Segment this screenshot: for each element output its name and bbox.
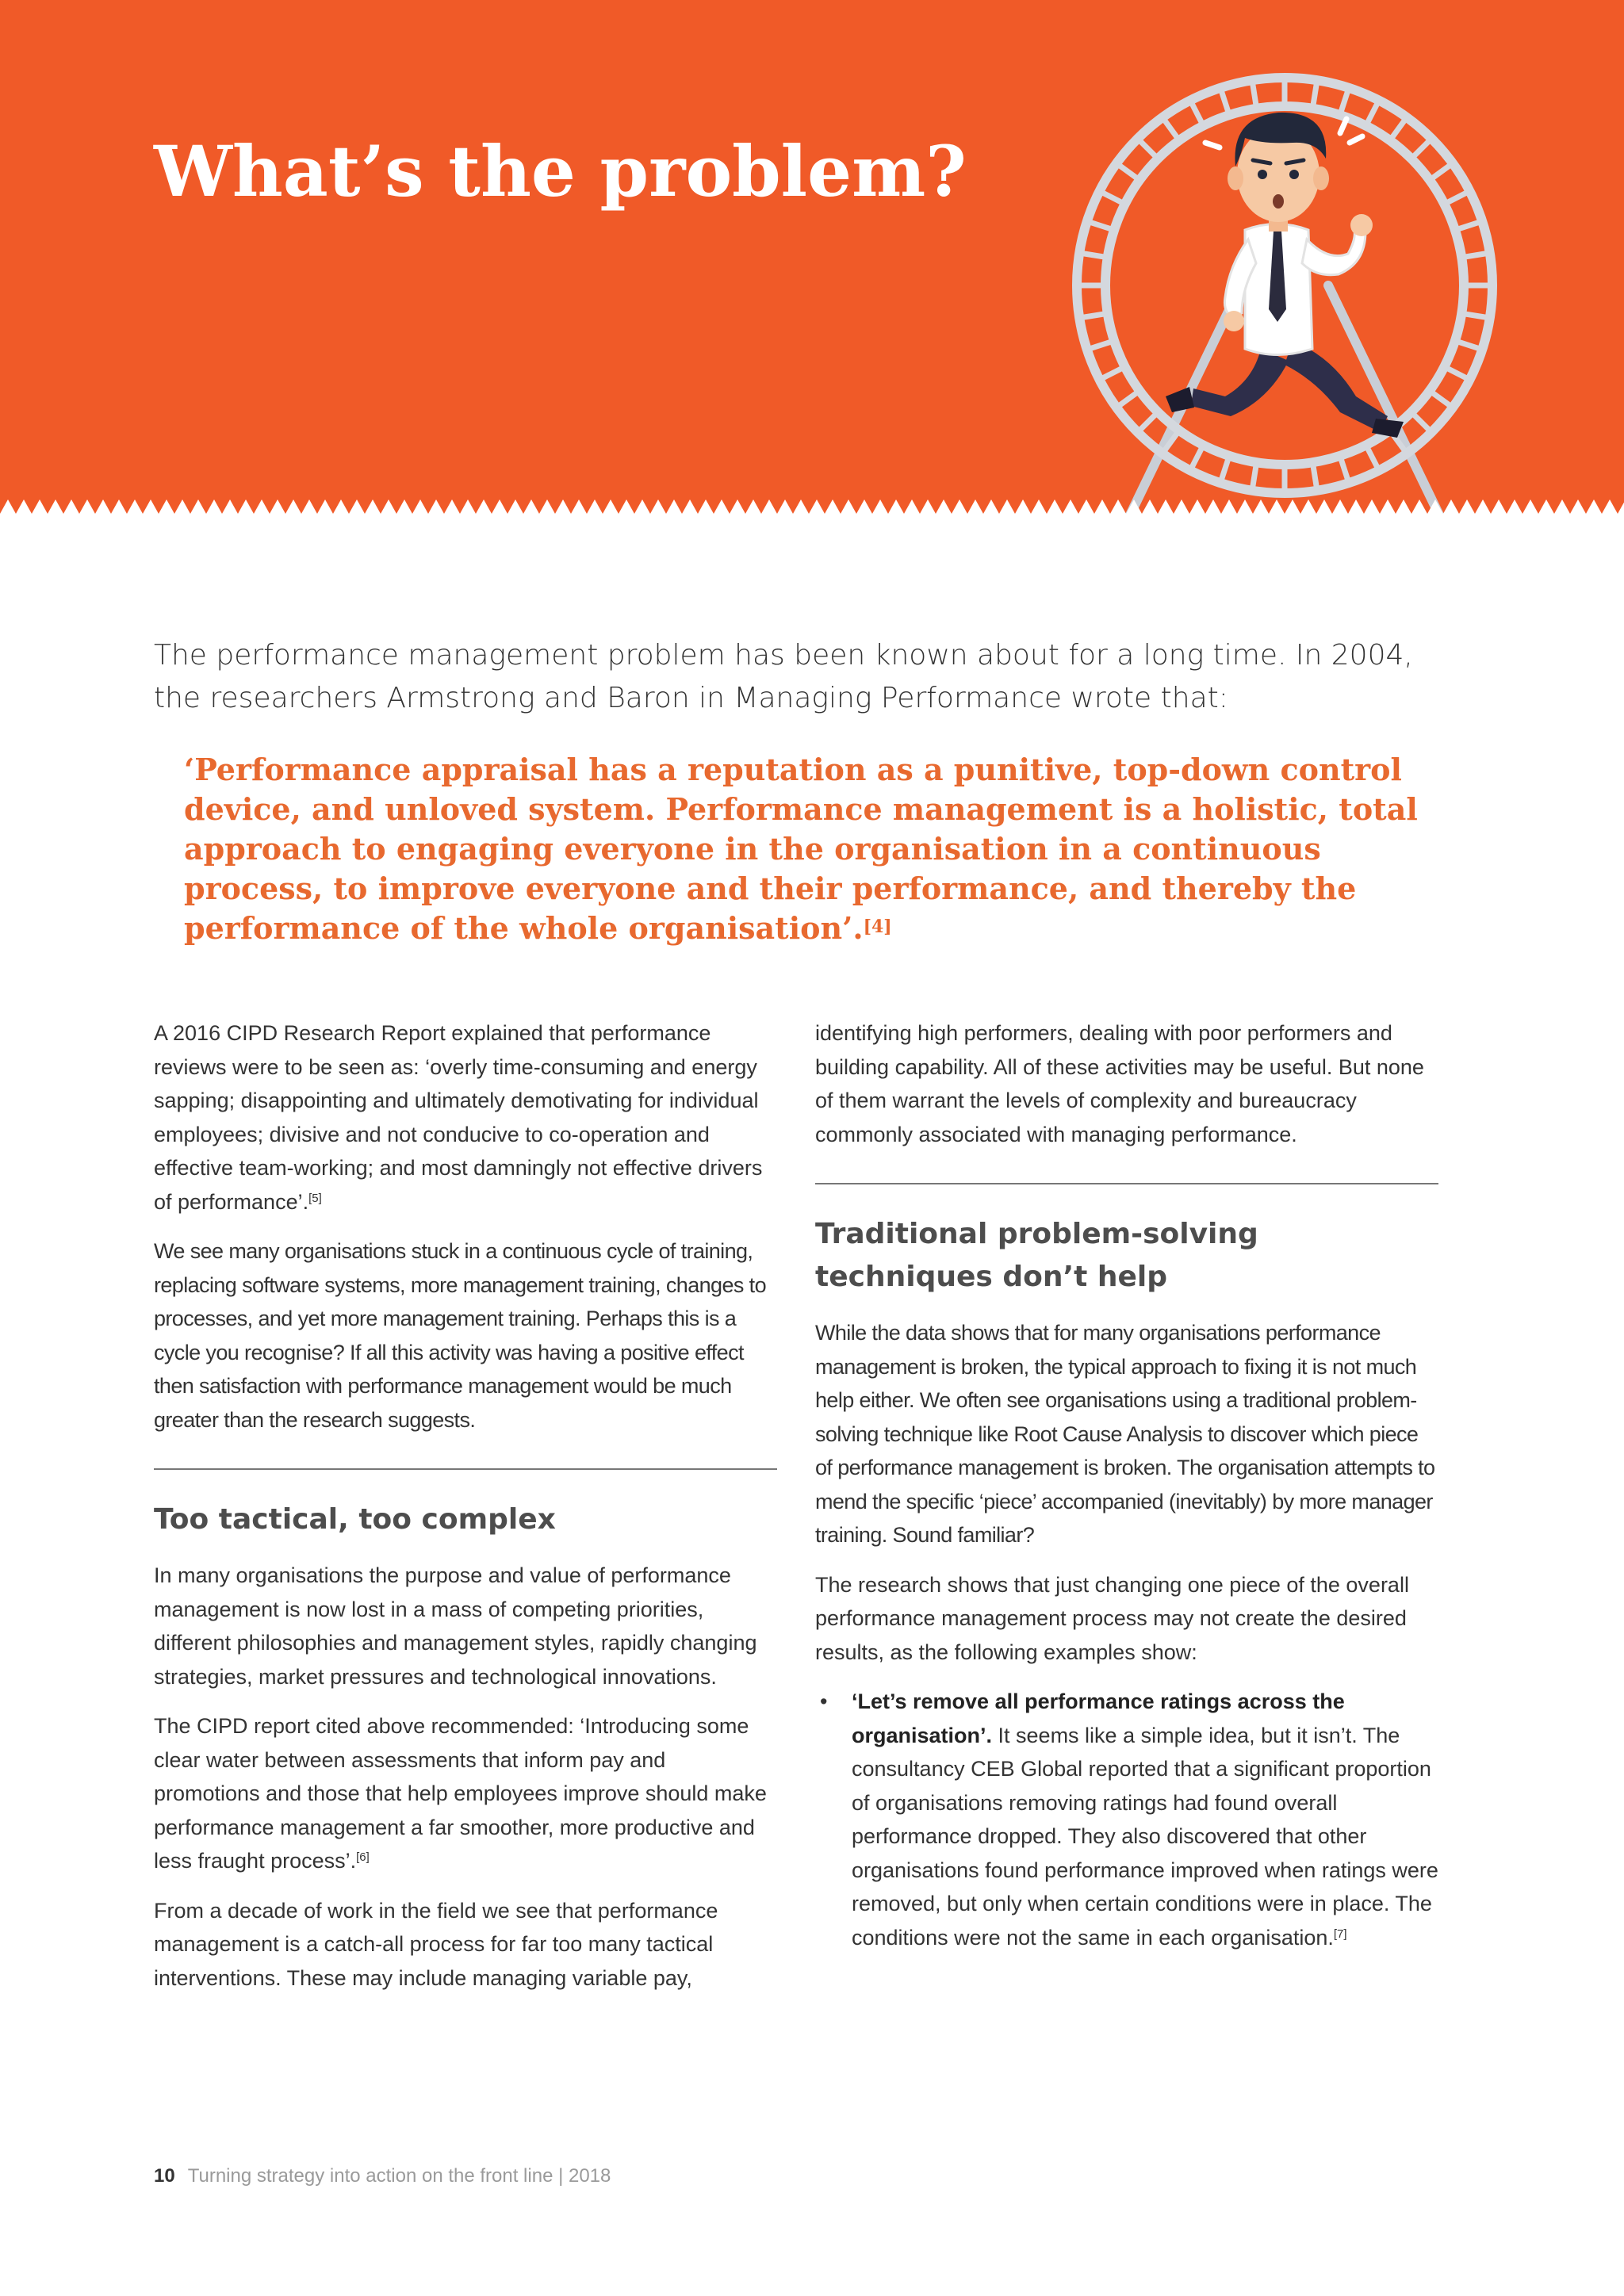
wheel-rung xyxy=(1366,445,1379,470)
wheel-rung xyxy=(1390,117,1407,140)
wheel-rung xyxy=(1430,163,1453,180)
bullet-icon: • xyxy=(820,1689,828,1713)
paragraph: The research shows that just changing one piece of the overall performance management process may not create the desired results, as the following examples show: xyxy=(815,1572,1409,1664)
reference: [6] xyxy=(356,1850,370,1864)
reference: [7] xyxy=(1333,1927,1347,1941)
businessman-icon xyxy=(1166,113,1404,438)
wheel-rung xyxy=(1444,191,1469,204)
wheel-rung xyxy=(1190,445,1203,470)
wheel-rung xyxy=(1220,456,1229,483)
section-divider xyxy=(815,1183,1438,1184)
wheel-rung xyxy=(1340,88,1349,115)
wheel-rung xyxy=(1100,367,1125,380)
paragraph: We see many organisations stuck in a continuous cycle of training, replacing software systems, more management training, changes to processes, and yet more management training. Perhaps this is a cycle you recognise? If all this activity was having a positive effect then satisfaction with performance management would be much greater than the research suggests. xyxy=(154,1239,766,1432)
page-title: What’s the problem? xyxy=(154,130,967,212)
wheel-rung xyxy=(1455,341,1482,350)
wheel-rung xyxy=(1087,221,1114,230)
wheel-rung xyxy=(1162,117,1179,140)
wheel-rung xyxy=(1340,456,1349,483)
wheel-rung xyxy=(1138,139,1158,159)
paragraph: A 2016 CIPD Research Report explained that performance reviews were to be seen as: ‘overly time-consuming and energy sapping; disappointing and ultimately demotivating for individual employees; divisive and not conducive to co-operation and effective team-working; and most damningly not effective drivers of performance’.[5] xyxy=(154,1021,763,1214)
paragraph: The CIPD report cited above recommended: ‘Introducing some clear water between assessments that inform pay and promotions and those that help employees improve should make performance management a far smoother, more productive and less fraught process’.[6] xyxy=(154,1714,767,1873)
wheel-rung xyxy=(1411,412,1431,432)
paragraph: identifying high performers, dealing with poor performers and building capability. All of these activities may be useful. But none of them warrant the levels of complexity and bureaucracy commonly associated with managing performance. xyxy=(815,1021,1424,1146)
bullet-list xyxy=(815,1685,1438,1954)
header-banner xyxy=(0,0,1624,523)
section-heading-problem-solving: Traditional problem-solving techniques don’t help xyxy=(815,1218,1258,1293)
wheel-rung xyxy=(1116,391,1139,408)
wheel-rung xyxy=(1116,163,1139,180)
hamster-wheel-illustration xyxy=(1055,55,1515,523)
reference: [5] xyxy=(308,1191,322,1205)
wheel-rung xyxy=(1087,341,1114,350)
section-heading-too-tactical: Too tactical, too complex xyxy=(154,1503,556,1536)
section-divider xyxy=(154,1468,777,1470)
wheel-rung xyxy=(1190,101,1203,126)
wheel-rung xyxy=(1455,221,1482,230)
paragraph: In many organisations the purpose and value of performance management is now lost in a mass of competing priorities, different philosophies and management styles, rapidly changing strategies, market pressures and technological innovations. xyxy=(154,1563,757,1689)
wheel-rung xyxy=(1430,391,1453,408)
footer-text: Turning strategy into action on the front line | 2018 xyxy=(187,2165,611,2187)
intro-paragraph: The performance management problem has been known about for a long time. In 2004, the researchers Armstrong and Baron in Managing Performance wrote that: xyxy=(154,639,1413,714)
pull-quote xyxy=(184,750,1469,948)
wheel-rung xyxy=(1444,367,1469,380)
page-number: 10 xyxy=(154,2165,175,2187)
pull-quote-text: ‘Performance appraisal has a reputation as a punitive, top-down control device, and unloved system. Performance management is a holistic, total approach to engaging everyone in the organisation in a continuous process, to improve everyone and their performance, and thereby the performance of the whole organisation’. xyxy=(184,752,1418,946)
left-column xyxy=(154,1016,777,2011)
wheel-rung xyxy=(1100,191,1125,204)
wheel-rung xyxy=(1138,412,1158,432)
paragraph: From a decade of work in the field we see that performance management is a catch-all process for far too many tactical interventions. These may include managing variable pay, xyxy=(154,1898,718,1990)
paragraph: While the data shows that for many organisations performance management is broken, the typical approach to fixing it is not much help either. We often see organisations using a traditional problem-solving technique like Root Cause Analysis to discover which piece of performance management is broken. The organisation attempts to mend the specific ‘piece’ accompanied (inevitably) by more manager training. Sound familiar? xyxy=(815,1321,1435,1547)
pull-quote-reference: [4] xyxy=(863,916,892,937)
wheel-rung xyxy=(1220,88,1229,115)
zigzag-edge xyxy=(0,499,1624,523)
right-column xyxy=(815,1016,1438,1954)
page-footer xyxy=(154,2163,611,2190)
wheel-rung xyxy=(1411,139,1431,159)
list-item: • ‘Let’s remove all performance ratings across the organisation’. It seems like a simple idea, but it isn’t. The consultancy CEB Global reported that a significant proportion of organisations removing ratings had found overall performance dropped. They also discovered that other organisations found performance improved when ratings were removed, but only when certain conditions were in place. The conditions were not the same in each organisation.[7] xyxy=(815,1685,1438,1954)
wheel-rung xyxy=(1366,101,1379,126)
